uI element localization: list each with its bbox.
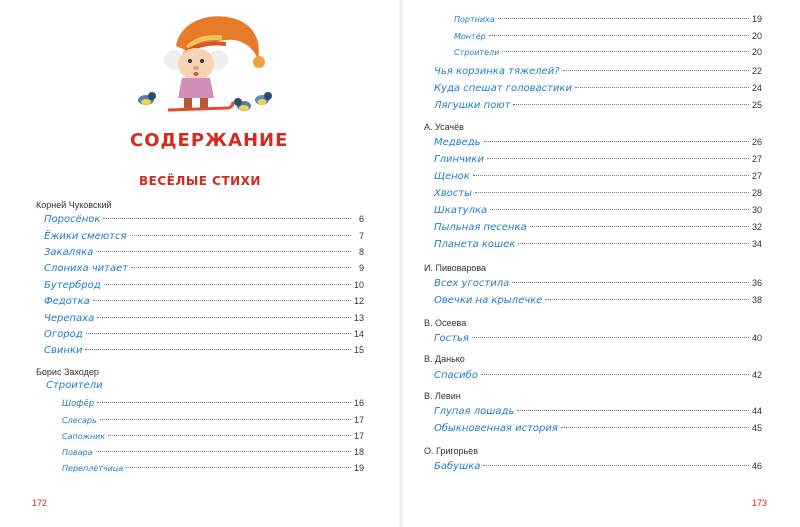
dot-leader xyxy=(512,282,749,283)
toc-entry-title: Строители xyxy=(454,48,500,57)
toc-entry-page: 34 xyxy=(751,239,762,249)
toc-entry-title: Свинки xyxy=(44,345,83,356)
toc-entry-page: 40 xyxy=(751,333,762,343)
toc-entry-title: Обыкновенная история xyxy=(434,423,558,434)
page-number: 172 xyxy=(32,498,48,508)
toc-entry-page: 7 xyxy=(358,231,364,241)
dot-leader xyxy=(97,317,351,318)
toc-entry[interactable] xyxy=(62,415,364,430)
dot-leader xyxy=(100,419,351,420)
toc-entry-title: Планета кошек xyxy=(434,239,516,250)
toc-entry[interactable] xyxy=(62,398,364,413)
toc-entry-page: 15 xyxy=(353,345,364,355)
dot-leader xyxy=(96,251,351,252)
toc-entry[interactable] xyxy=(62,431,364,446)
dot-leader xyxy=(481,374,749,375)
author-name: Борис Заходер xyxy=(36,367,99,377)
toc-entry[interactable] xyxy=(434,66,762,81)
toc-entry[interactable] xyxy=(434,100,762,115)
toc-entry-title: Пыльная песенка xyxy=(434,222,527,233)
toc-entry-title: Огород xyxy=(44,329,83,340)
dot-leader xyxy=(93,300,351,301)
dot-leader xyxy=(487,158,749,159)
toc-entry-title: Сапожник xyxy=(62,432,106,441)
toc-entry[interactable] xyxy=(434,171,762,186)
dot-leader xyxy=(475,192,749,193)
toc-entry-page: 28 xyxy=(751,188,762,198)
toc-entry[interactable] xyxy=(434,239,762,254)
toc-entry[interactable] xyxy=(44,329,364,344)
toc-entry-title: Слониха читает xyxy=(44,263,129,274)
toc-entry-title: Монтёр xyxy=(454,32,486,41)
toc-entry[interactable] xyxy=(434,461,762,476)
toc-entry-page: 24 xyxy=(751,83,762,93)
dot-leader xyxy=(483,465,749,466)
toc-entry-title: Овечки на крылечке xyxy=(434,295,543,306)
toc-entry-page: 18 xyxy=(353,447,364,457)
toc-entry[interactable] xyxy=(434,154,762,169)
toc-entry-title: Чья корзинка тяжелей? xyxy=(434,66,560,77)
toc-entry[interactable] xyxy=(44,296,364,311)
dot-leader xyxy=(561,427,749,428)
dot-leader xyxy=(489,35,749,36)
toc-entry-title: Бабушка xyxy=(434,461,481,472)
dot-leader xyxy=(575,87,749,88)
toc-entry-title: Повара xyxy=(62,448,93,457)
toc-entry-title: Переплётчица xyxy=(62,464,124,473)
dot-leader xyxy=(131,267,351,268)
author-name: В. Данько xyxy=(424,354,465,364)
toc-entry-title: Спасибо xyxy=(434,370,478,381)
toc-entry-title: Портниха xyxy=(454,15,495,24)
toc-entry[interactable] xyxy=(44,345,364,360)
toc-entry-title: Хвосты xyxy=(434,188,473,199)
toc-entry-title: Поросёнок xyxy=(44,214,101,225)
toc-entry-page: 44 xyxy=(751,406,762,416)
dot-leader xyxy=(530,226,749,227)
toc-entry-page: 20 xyxy=(751,31,762,41)
page-number: 173 xyxy=(752,498,768,508)
toc-entry-page: 16 xyxy=(353,398,364,408)
toc-entry[interactable] xyxy=(434,333,762,348)
toc-entry[interactable] xyxy=(454,47,762,62)
toc-entry-page: 46 xyxy=(751,461,762,471)
toc-entry-title: Бутерброд xyxy=(44,280,101,291)
dot-leader xyxy=(545,299,749,300)
toc-entry-page: 19 xyxy=(353,463,364,473)
toc-group-title: Строители xyxy=(46,380,103,391)
dot-leader xyxy=(518,243,749,244)
toc-entry-title: Федотка xyxy=(44,296,90,307)
dot-leader xyxy=(563,70,749,71)
author-name: В. Левин xyxy=(424,391,461,401)
toc-entry-page: 26 xyxy=(751,137,762,147)
toc-entry[interactable] xyxy=(44,247,364,262)
toc-entry-page: 8 xyxy=(358,247,364,257)
toc-entry-page: 27 xyxy=(751,154,762,164)
dot-leader xyxy=(130,235,352,236)
toc-entry[interactable] xyxy=(434,278,762,293)
toc-entry[interactable] xyxy=(434,205,762,220)
dot-leader xyxy=(473,175,749,176)
toc-entry-page: 42 xyxy=(751,370,762,380)
toc-entry-title: Медведь xyxy=(434,137,481,148)
toc-entry-page: 10 xyxy=(353,280,364,290)
toc-entry[interactable] xyxy=(454,31,762,46)
toc-entry-page: 27 xyxy=(751,171,762,181)
toc-entry[interactable] xyxy=(434,406,762,421)
toc-entry-title: Гостья xyxy=(434,333,469,344)
dot-leader xyxy=(498,18,749,19)
toc-heading: СОДЕРЖАНИЕ xyxy=(130,130,289,151)
toc-entry-page: 20 xyxy=(751,47,762,57)
dot-leader xyxy=(517,410,749,411)
toc-entry[interactable] xyxy=(434,295,762,310)
toc-entry-page: 12 xyxy=(353,296,364,306)
toc-entry[interactable] xyxy=(434,370,762,385)
dot-leader xyxy=(86,333,351,334)
dot-leader xyxy=(126,467,351,468)
toc-entry-title: Слесарь xyxy=(62,416,97,425)
toc-entry[interactable] xyxy=(434,188,762,203)
dot-leader xyxy=(502,51,749,52)
toc-entry-page: 45 xyxy=(751,423,762,433)
toc-entry-title: Всех угостила xyxy=(434,278,510,289)
dot-leader xyxy=(103,218,351,219)
section-heading: ВЕСЁЛЫЕ СТИХИ xyxy=(139,174,261,188)
author-name: О. Григорьев xyxy=(424,446,478,456)
dot-leader xyxy=(484,141,749,142)
author-name: А. Усачёв xyxy=(424,122,464,132)
toc-entry-page: 25 xyxy=(751,100,762,110)
toc-entry[interactable] xyxy=(434,83,762,98)
author-name: И. Пивоварова xyxy=(424,263,487,273)
toc-entry[interactable] xyxy=(44,280,364,295)
toc-entry[interactable] xyxy=(454,14,762,29)
toc-entry-page: 9 xyxy=(358,263,364,273)
toc-entry-page: 6 xyxy=(358,214,364,224)
toc-entry-page: 14 xyxy=(353,329,364,339)
toc-entry-page: 32 xyxy=(751,222,762,232)
dot-leader xyxy=(513,104,749,105)
toc-entry[interactable] xyxy=(434,423,762,438)
dot-leader xyxy=(104,284,351,285)
toc-entry-title: Черепаха xyxy=(44,313,95,324)
toc-entry-title: Ёжики смеются xyxy=(44,231,127,242)
toc-entry-title: Лягушки поют xyxy=(434,100,511,111)
toc-entry-title: Шофёр xyxy=(62,399,95,409)
gnome-illustration xyxy=(128,8,276,118)
toc-entry-page: 22 xyxy=(751,66,762,76)
toc-entry[interactable] xyxy=(434,222,762,237)
toc-entry-title: Закаляка xyxy=(44,247,94,258)
toc-entry-page: 17 xyxy=(353,431,364,441)
dot-leader xyxy=(96,451,351,452)
toc-group[interactable] xyxy=(46,380,146,395)
toc-entry-page: 13 xyxy=(353,313,364,323)
toc-entry-page: 30 xyxy=(751,205,762,215)
author-name: Корней Чуковский xyxy=(36,200,112,210)
toc-entry[interactable] xyxy=(44,263,364,278)
toc-entry-title: Глупая лошадь xyxy=(434,406,515,417)
toc-entry[interactable] xyxy=(62,463,364,478)
toc-entry-title: Глинчики xyxy=(434,154,484,165)
toc-entry[interactable] xyxy=(62,447,364,462)
toc-entry[interactable] xyxy=(44,231,364,246)
toc-entry[interactable] xyxy=(434,137,762,152)
dot-leader xyxy=(472,337,749,338)
toc-entry-page: 38 xyxy=(751,295,762,305)
toc-entry-title: Шкатулка xyxy=(434,205,488,216)
author-name: В. Осеева xyxy=(424,318,467,328)
right-page xyxy=(400,0,800,527)
dot-leader xyxy=(108,435,351,436)
toc-entry[interactable] xyxy=(44,214,364,229)
toc-entry-page: 19 xyxy=(751,14,762,24)
dot-leader xyxy=(490,209,749,210)
toc-entry-page: 17 xyxy=(353,415,364,425)
dot-leader xyxy=(85,349,351,350)
toc-entry-title: Щенок xyxy=(434,171,470,182)
dot-leader xyxy=(97,402,351,403)
toc-entry[interactable] xyxy=(44,313,364,328)
toc-entry-title: Куда спешат головастики xyxy=(434,83,572,94)
toc-entry-page: 36 xyxy=(751,278,762,288)
